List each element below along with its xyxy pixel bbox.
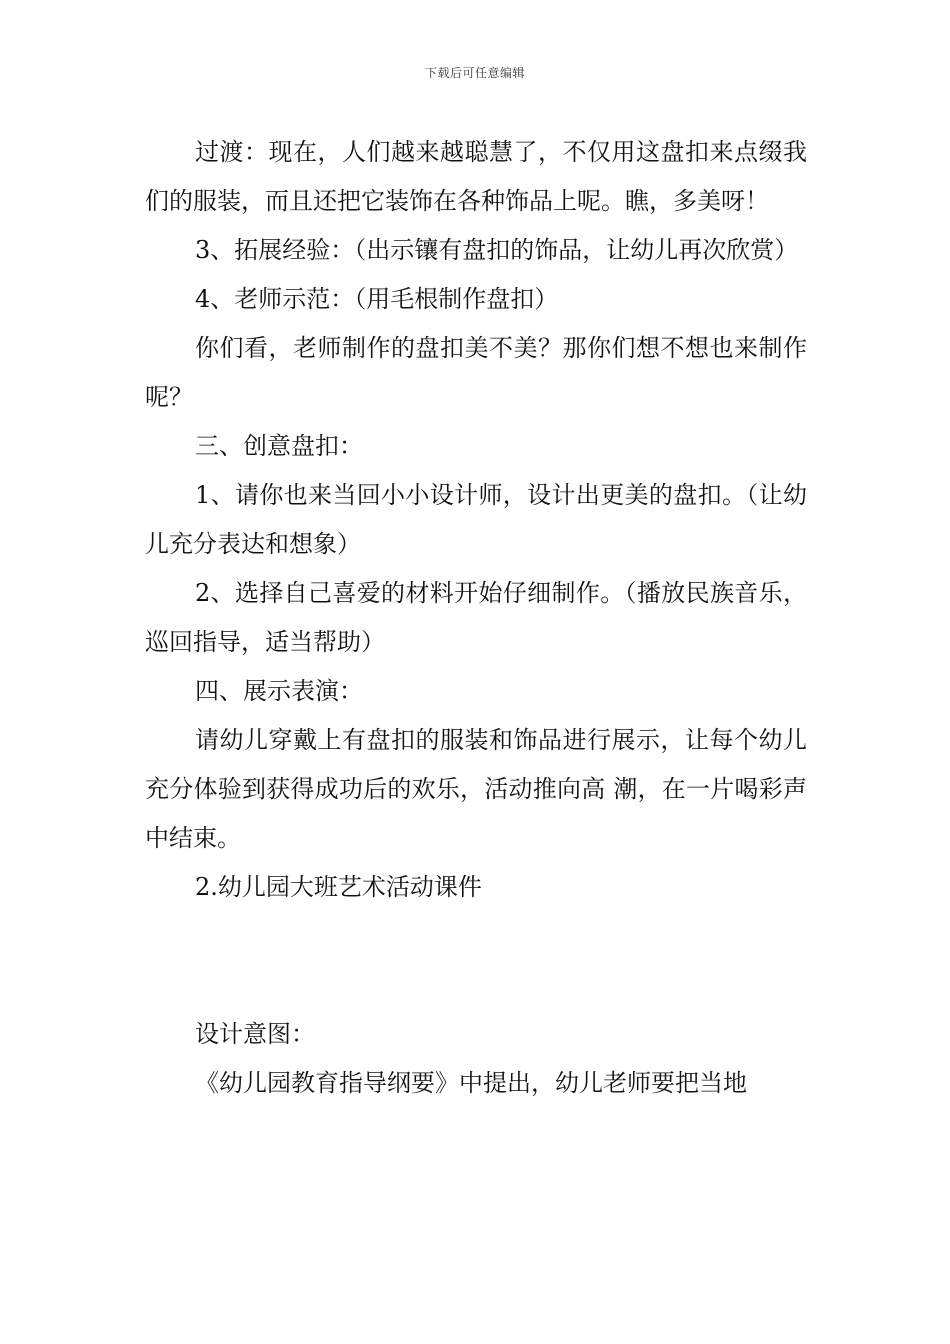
document-title-2: 2.幼儿园大班艺术活动课件 [195,873,482,901]
paragraph-question: 你们看，老师制作的盘扣美不美？那你们想不想也来制作呢？ [145,334,807,411]
paragraph-transition: 过渡：现在，人们越来越聪慧了，不仅用这盘扣来点缀我们的服装，而且还把它装饰在各种饰品上呢。瞧，多美呀！ [145,138,807,215]
paragraph-design-1: 1、请你也来当回小小设计师，设计出更美的盘扣。（让幼儿充分表达和想象） [145,481,807,558]
section-heading-show: 四、展示表演： [195,677,363,705]
blank-spacer [145,912,807,1010]
paragraph-design-2: 2、选择自己喜爱的材料开始仔细制作。（播放民族音乐，巡回指导，适当帮助） [145,579,807,656]
page-header: 下载后可任意编辑 [424,66,525,80]
section-heading-creative: 三、创意盘扣： [195,432,363,460]
document-body [145,128,807,1108]
paragraph-step-3: 3、拓展经验：（出示镶有盘扣的饰品，让幼儿再次欣赏） [195,236,799,264]
paragraph-step-4: 4、老师示范：（用毛根制作盘扣） [195,285,559,313]
section-heading-intent: 设计意图： [195,1020,315,1048]
paragraph-show: 请幼儿穿戴上有盘扣的服装和饰品进行展示，让每个幼儿充分体验到获得成功后的欢乐，活动推向高 潮，在一片喝彩声中结束。 [145,726,807,852]
paragraph-intent: 《幼儿园教育指导纲要》中提出，幼儿老师要把当地 [195,1069,747,1097]
